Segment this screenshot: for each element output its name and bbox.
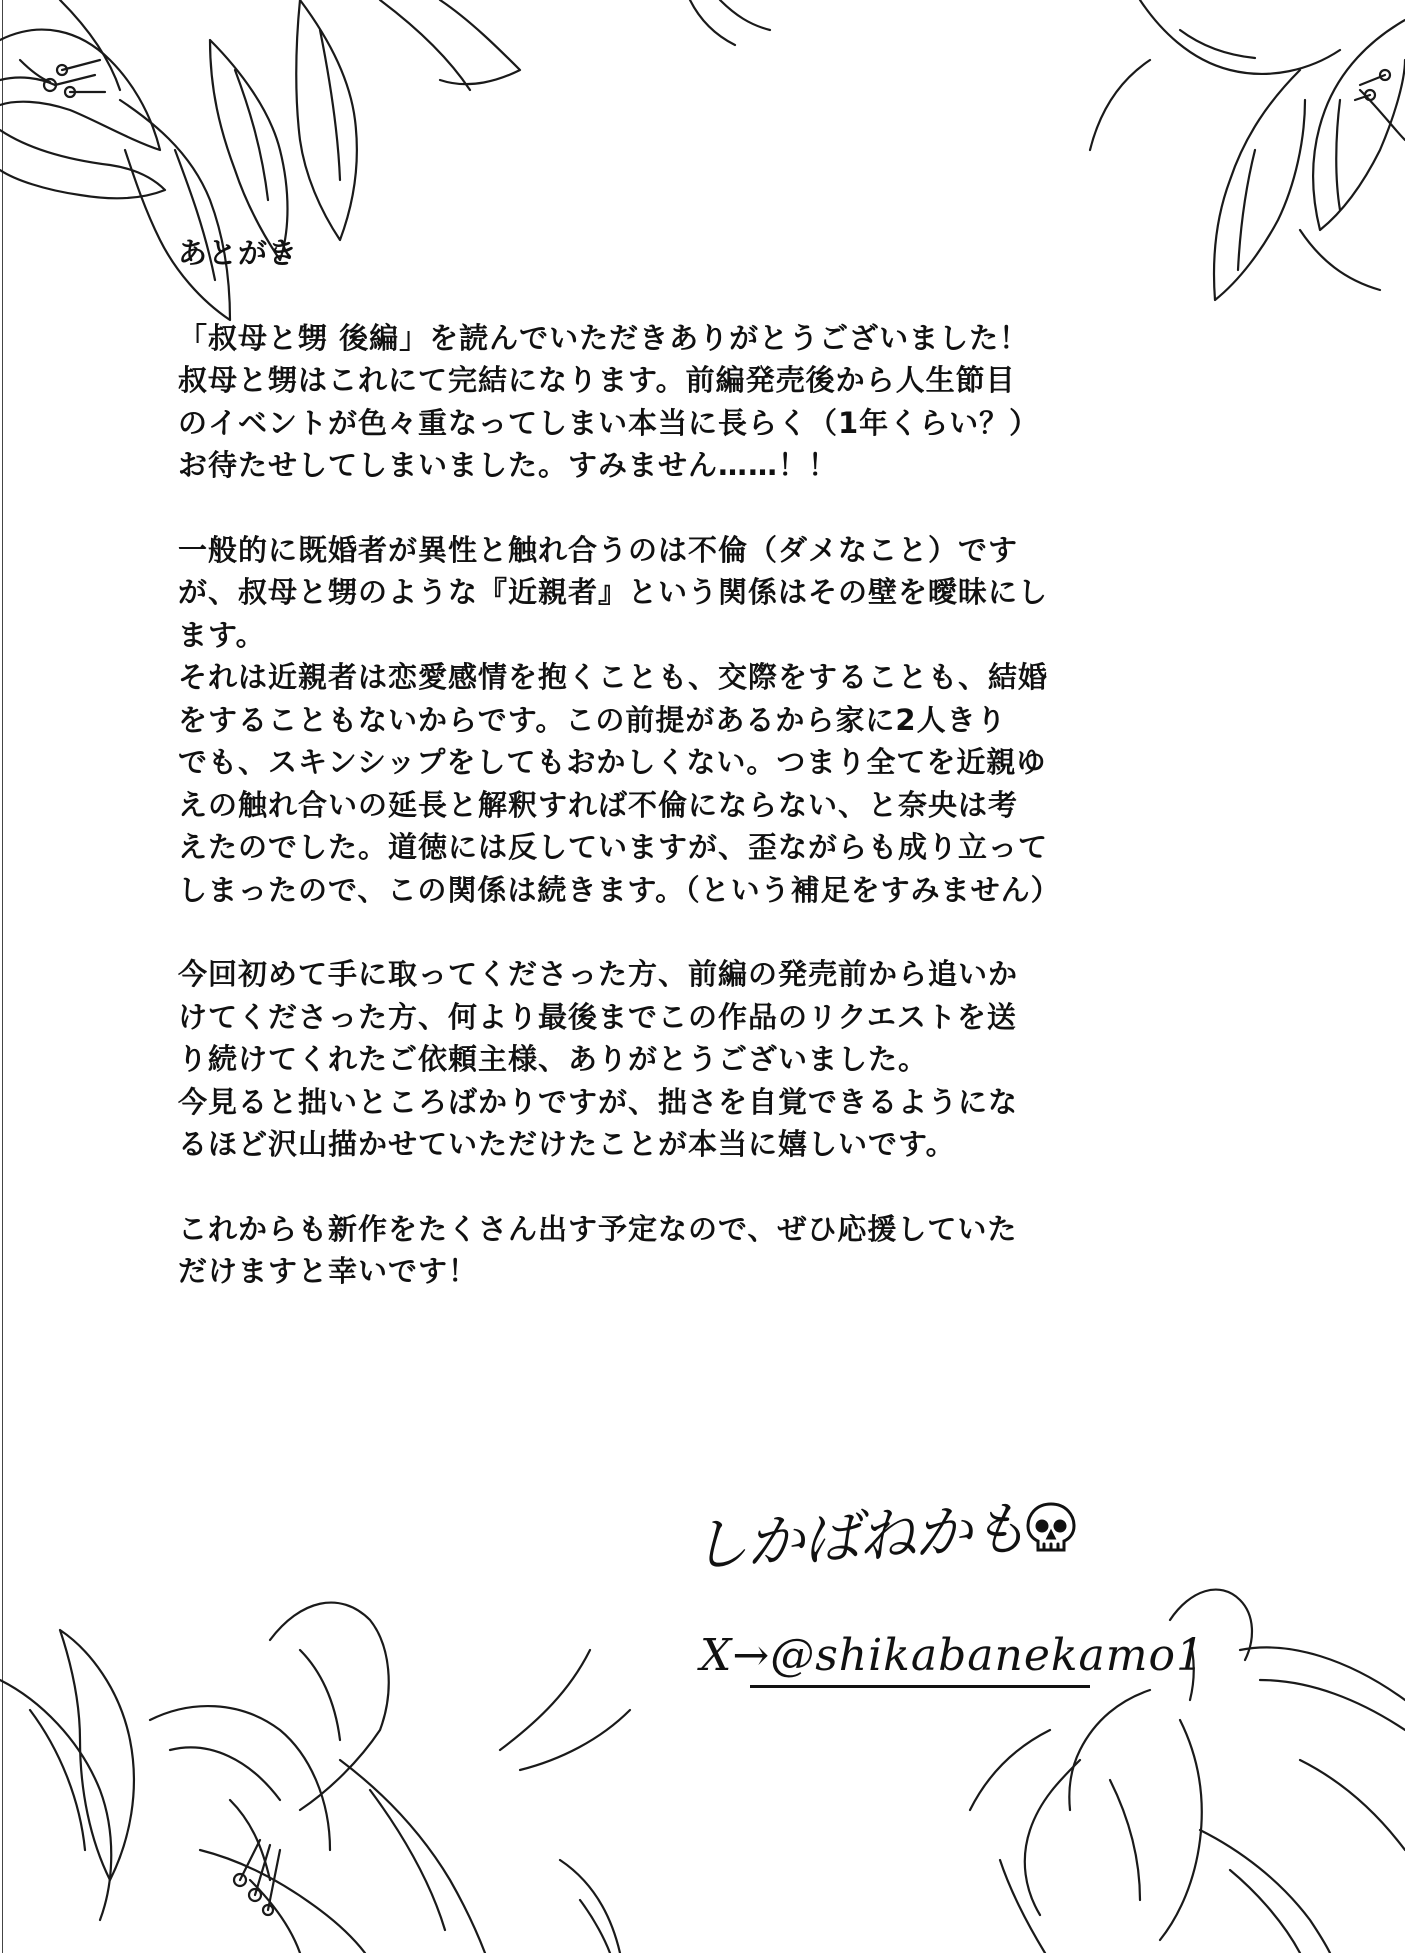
text-line: えたのでした。道徳には反していますが、歪ながらも成り立って — [178, 830, 1049, 864]
paragraph-gap — [178, 1166, 1258, 1208]
afterword-heading: あとがき — [178, 236, 299, 270]
text-line: のイベントが色々重なってしまい本当に長らく（1年くらい？） — [178, 405, 1040, 440]
text-line: が、叔母と甥のような『近親者』という関係はその壁を曖昧にし — [178, 575, 1049, 609]
text-line: ます。 — [178, 617, 266, 652]
skull-icon — [1020, 1498, 1082, 1560]
paragraph-gap — [178, 911, 1258, 953]
text-line: 今見ると拙いところばかりですが、拙さを自覚できるようにな — [178, 1084, 1019, 1119]
author-handle: X→@shikabanekamo1 — [700, 1630, 1205, 1681]
paragraph-gap — [178, 275, 1258, 317]
handle-underline — [750, 1685, 1090, 1688]
text-line: だけますと幸いです！ — [178, 1254, 479, 1288]
text-line: けてくださった方、何より最後までこの作品のリクエストを送 — [178, 999, 1017, 1034]
text-line: しまったので、この関係は続きます。（という補足をすみません） — [178, 872, 1061, 907]
text-line: でも、スキンシップをしてもおかしくない。つまり全てを近親ゆ — [178, 745, 1047, 779]
author-signature: しかばねかも — [688, 1494, 1028, 1580]
text-line: えの触れ合いの延長と解釈すれば不倫にならない、と奈央は考 — [178, 787, 1019, 822]
text-line: るほど沢山描かせていただけたことが本当に嬉しいです。 — [178, 1127, 956, 1161]
text-line: り続けてくれたご依頼主様、ありがとうございました。 — [178, 1042, 929, 1076]
lily-bottom-left — [0, 1603, 630, 1953]
lily-top-center — [690, 0, 770, 45]
text-line: これからも新作をたくさん出す予定なので、ぜひ応援していた — [178, 1211, 1018, 1246]
author-signature-area — [688, 1490, 1205, 1710]
text-line: 一般的に既婚者が異性と触れ合うのは不倫（ダメなこと）です — [178, 532, 1019, 567]
text-line: お待たせしてしまいました。すみません……！！ — [178, 448, 839, 482]
afterword-text — [178, 232, 1258, 1293]
text-line: 今回初めて手に取ってくださった方、前編の発売前から追いか — [178, 957, 1019, 991]
text-line: 叔母と甥はこれにて完結になります。前編発売後から人生節目 — [178, 363, 1016, 397]
text-line: をすることもないからです。この前提があるから家に2人きり — [178, 702, 1007, 737]
text-line: 「叔母と甥 後編」を読んでいただきありがとうございました！ — [178, 320, 1030, 355]
paragraph-gap — [178, 487, 1258, 529]
text-line: それは近親者は恋愛感情を抱くことも、交際をすることも、結婚 — [178, 660, 1049, 694]
